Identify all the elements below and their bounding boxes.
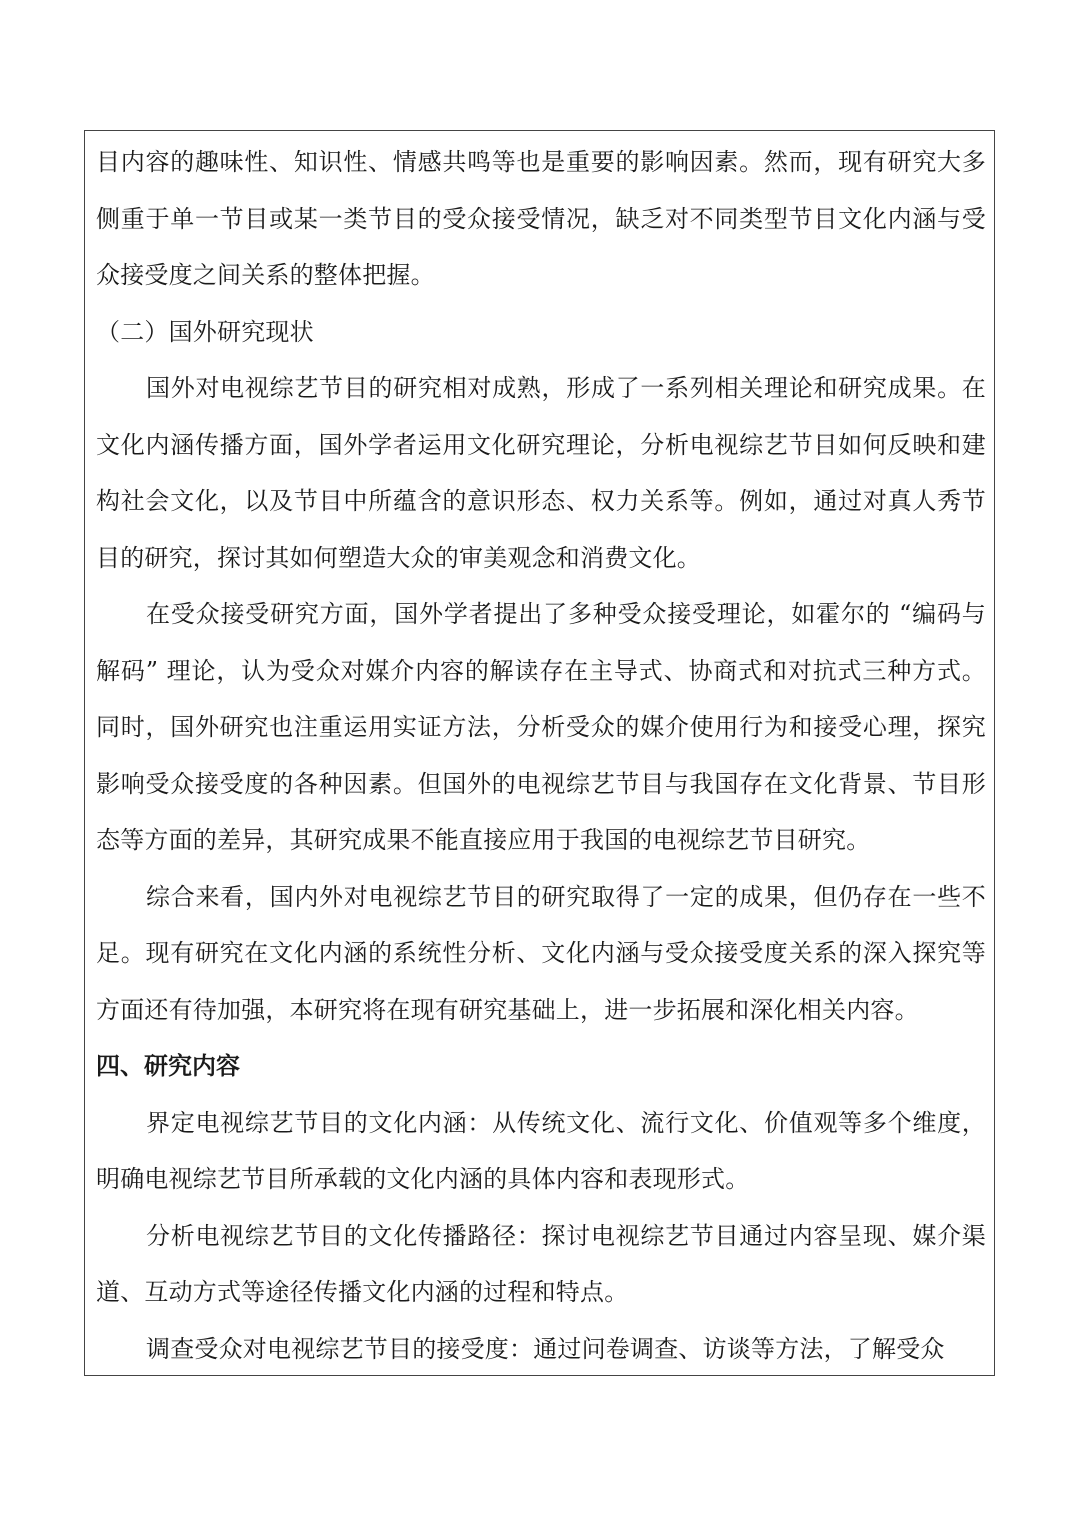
content-paragraph-2: 分析电视综艺节目的文化传播路径：探讨电视综艺节目通过内容呈现、媒介渠道、互动方式等途径传播文化内涵的过程和特点。 [96, 1221, 986, 1306]
subheading-foreign-research: （二）国外研究现状 [96, 317, 314, 346]
document-body [96, 134, 986, 1377]
foreign-paragraph-1: 国外对电视综艺节目的研究相对成熟，形成了一系列相关理论和研究成果。在文化内涵传播方面，国外学者运用文化研究理论，分析电视综艺节目如何反映和建构社会文化，以及节目中所蕴含的意识形态、权力关系等。例如，通过对真人秀节目的研究，探讨其如何塑造大众的审美观念和消费文化。 [96, 374, 986, 572]
content-paragraph-3: 调查受众对电视综艺节目的接受度：通过问卷调查、访谈等方法，了解受众 [146, 1334, 945, 1363]
summary-paragraph: 综合来看，国内外对电视综艺节目的研究取得了一定的成果，但仍存在一些不足。现有研究在文化内涵的系统性分析、文化内涵与受众接受度关系的深入探究等方面还有待加强，本研究将在现有研究基础上，进一步拓展和深化相关内容。 [96, 882, 986, 1024]
section-heading-research-content: 四、研究内容 [96, 1052, 240, 1080]
content-paragraph-1: 界定电视综艺节目的文化内涵：从传统文化、流行文化、价值观等多个维度，明确电视综艺节目所承载的文化内涵的具体内容和表现形式。 [96, 1108, 986, 1193]
foreign-paragraph-2: 在受众接受研究方面，国外学者提出了多种受众接受理论，如霍尔的 “编码与解码” 理论，认为受众对媒介内容的解读存在主导式、协商式和对抗式三种方式。同时，国外研究也注重运用实证方法，分析受众的媒介使用行为和接受心理，探究影响受众接受度的各种因素。但国外的电视综艺节目与我国存在文化背景、节目形态等方面的差异，其研究成果不能直接应用于我国的电视综艺节目研究。 [96, 600, 986, 854]
continuation-paragraph: 目内容的趣味性、知识性、情感共鸣等也是重要的影响因素。然而，现有研究大多侧重于单一节目或某一类节目的受众接受情况，缺乏对不同类型节目文化内涵与受众接受度之间关系的整体把握。 [96, 148, 986, 289]
